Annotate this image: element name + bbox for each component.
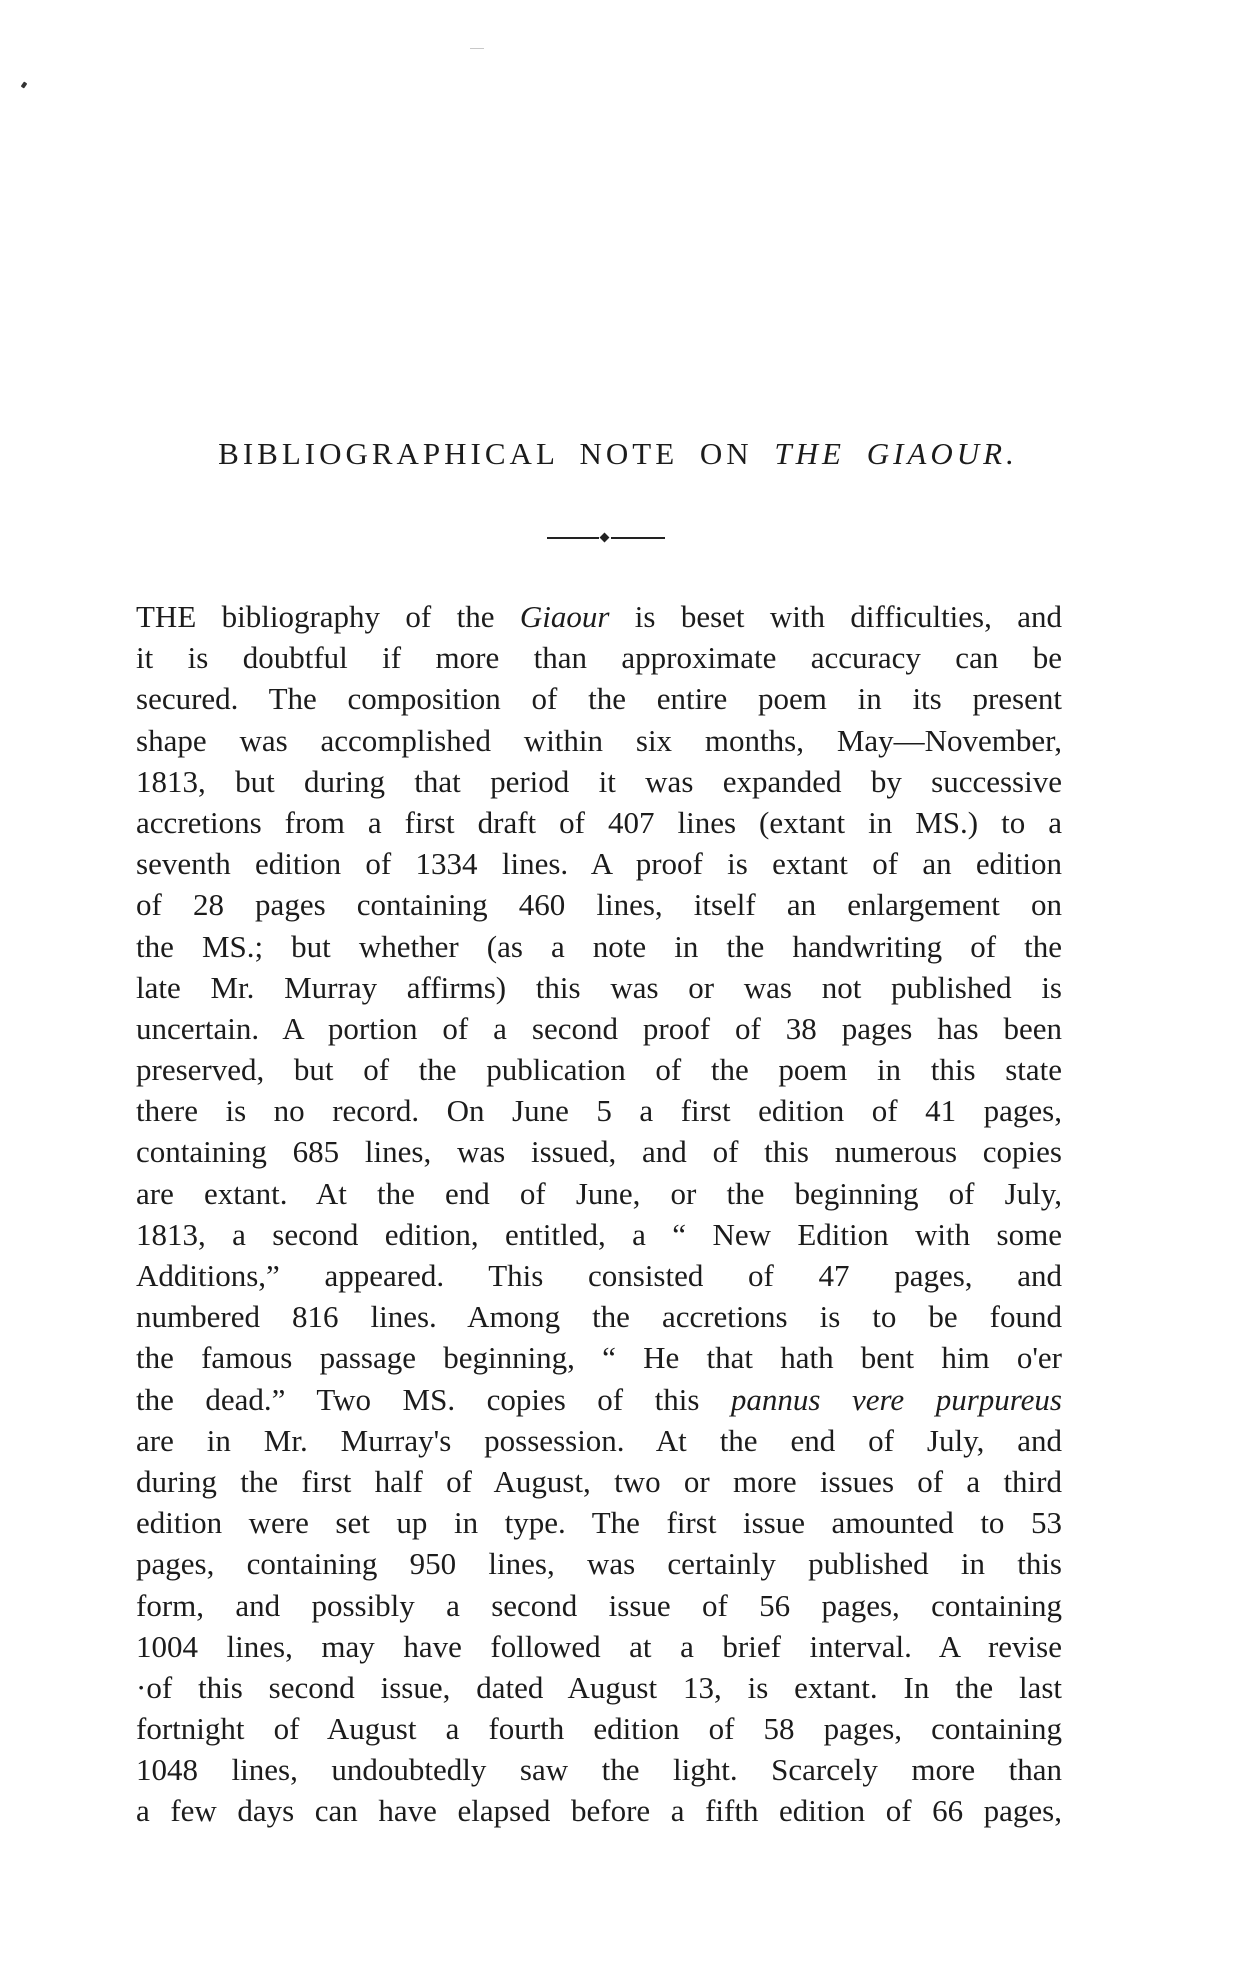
- text-line: 1813, a second edition, entitled, a “ New Edition with some: [136, 1216, 1062, 1252]
- italic-title: Giaour: [519, 599, 610, 634]
- text-line: THE bibliography of the Giaour is beset with difficulties, and: [136, 599, 1062, 634]
- text-line: of 28 pages containing 460 lines, itself an enlargement on: [136, 887, 1062, 923]
- scan-artifact-tick: [470, 48, 484, 49]
- heading-roman: BIBLIOGRAPHICAL NOTE ON: [218, 436, 775, 471]
- heading-italic-title: THE GIAOUR.: [774, 436, 1018, 471]
- page-heading: [0, 436, 1236, 472]
- text-line: during the first half of August, two or more issues of a third: [136, 1463, 1062, 1499]
- text-line: uncertain. A portion of a second proof of 38 pages has been: [136, 1010, 1062, 1046]
- text-line: numbered 816 lines. Among the accretions is to be found: [136, 1299, 1062, 1335]
- text-line: the MS.; but whether (as a note in the handwriting of the: [136, 928, 1062, 964]
- text-line: a few days can have elapsed before a fifth edition of 66 pages,: [136, 1793, 1062, 1829]
- text-line: form, and possibly a second issue of 56 pages, containing: [136, 1587, 1062, 1623]
- text-line: are extant. At the end of June, or the beginning of July,: [136, 1175, 1062, 1211]
- text-line: are in Mr. Murray's possession. At the end of July, and: [136, 1422, 1062, 1458]
- text-line: accretions from a first draft of 407 lines (extant in MS.) to a: [136, 804, 1062, 840]
- italic-phrase: pannus vere purpureus: [730, 1381, 1062, 1417]
- text-line: 1813, but during that period it was expanded by successive: [136, 763, 1062, 799]
- ornamental-rule-divider: [547, 532, 665, 544]
- diamond-ornament-icon: [600, 533, 610, 543]
- text-line: the famous passage beginning, “ He that hath bent him o'er: [136, 1340, 1062, 1376]
- text-line: shape was accomplished within six months, May—November,: [136, 722, 1062, 758]
- text-line: late Mr. Murray affirms) this was or was not published is: [136, 969, 1062, 1005]
- text-line: pages, containing 950 lines, was certainly published in this: [136, 1546, 1062, 1582]
- stray-ink-mark: [21, 81, 28, 88]
- text-line: the dead.” Two MS. copies of this pannus vere purpureus: [136, 1381, 1062, 1417]
- text-line: preserved, but of the publication of the poem in this state: [136, 1052, 1062, 1088]
- text-line: secured. The composition of the entire poem in its present: [136, 681, 1062, 717]
- body-paragraph: [136, 596, 1062, 1832]
- text-line: 1004 lines, may have followed at a brief interval. A revise: [136, 1628, 1062, 1664]
- text-line: Additions,” appeared. This consisted of 47 pages, and: [136, 1258, 1062, 1293]
- text-line: 1048 lines, undoubtedly saw the light. Scarcely more than: [136, 1752, 1062, 1788]
- text-line: ·of this second issue, dated August 13, is extant. In the last: [136, 1669, 1062, 1705]
- text-line: there is no record. On June 5 a first edition of 41 pages,: [136, 1093, 1062, 1129]
- drop-word: THE: [136, 599, 197, 634]
- text-line: fortnight of August a fourth edition of 58 pages, containing: [136, 1711, 1062, 1747]
- text-line: edition were set up in type. The first issue amounted to 53: [136, 1505, 1062, 1541]
- text-line: containing 685 lines, was issued, and of this numerous copies: [136, 1134, 1062, 1170]
- text-line: it is doubtful if more than approximate accuracy can be: [136, 640, 1062, 676]
- text-line: seventh edition of 1334 lines. A proof is extant of an edition: [136, 846, 1062, 882]
